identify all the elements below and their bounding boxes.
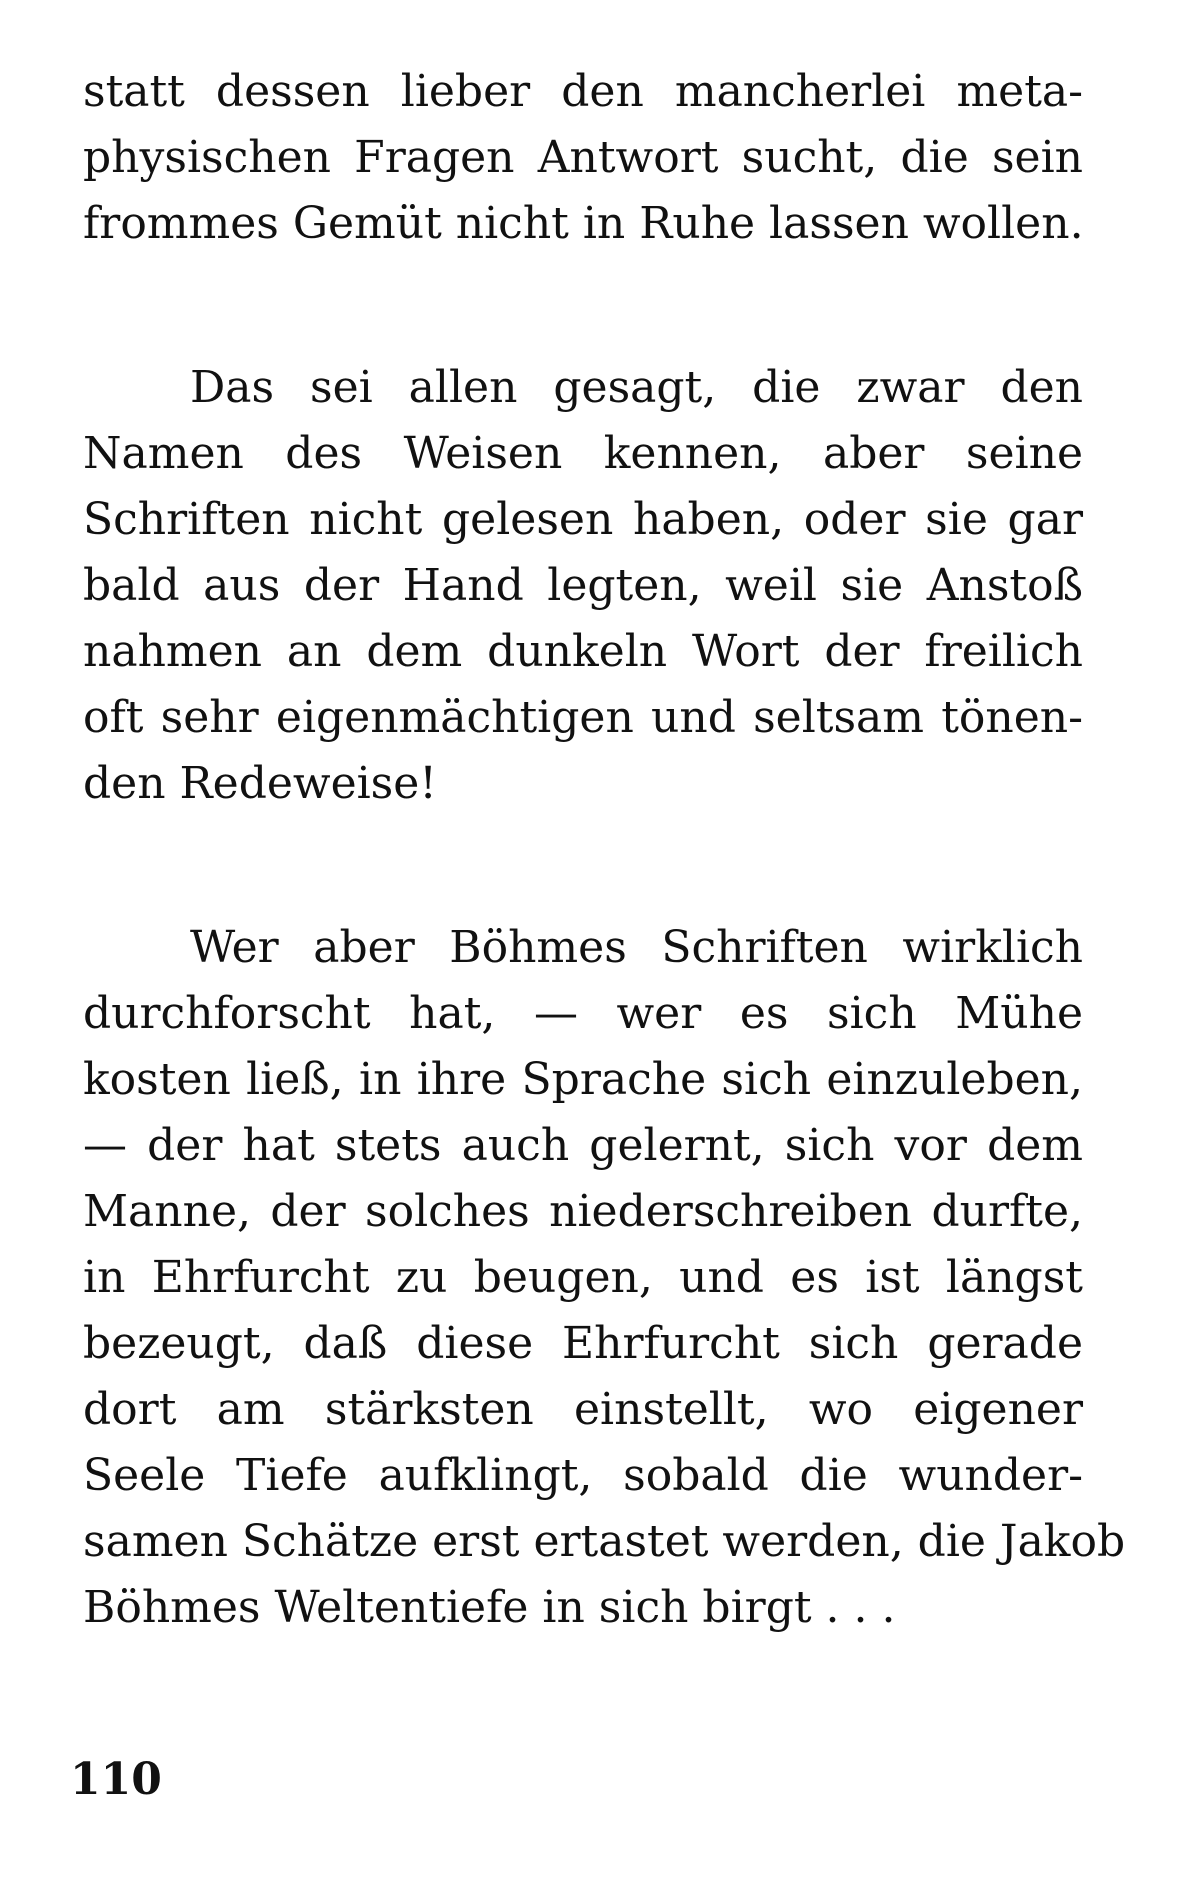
text-line: bezeugt, daß diese Ehrfurcht sich gerade [83,1318,1083,1369]
text-line: samen Schätze erst ertastet werden, die Jakob [83,1516,1126,1567]
text-line: den Redeweise! [83,758,437,809]
text-line: in Ehrfurcht zu beugen, und es ist längst [83,1252,1083,1303]
text-line: kosten ließ, in ihre Sprache sich einzuleben, [83,1054,1083,1105]
text-line: physischen Fragen Antwort sucht, die sein [83,132,1083,183]
text-line: statt dessen lieber den mancherlei meta- [83,66,1083,117]
text-line: Namen des Weisen kennen, aber seine [83,428,1083,479]
text-line: bald aus der Hand legten, weil sie Anstoß [83,560,1083,611]
text-line: Schriften nicht gelesen haben, oder sie gar [83,494,1083,545]
text-line: frommes Gemüt nicht in Ruhe lassen wollen. [83,198,1084,249]
text-line: Böhmes Weltentiefe in sich birgt . . . [83,1582,896,1633]
text-line: Manne, der solches niederschreiben durfte, [83,1186,1083,1237]
text-line: — der hat stets auch gelernt, sich vor dem [83,1120,1083,1171]
page-number: 110 [70,1754,162,1805]
text-line: durchforscht hat, — wer es sich Mühe [83,988,1083,1039]
text-line: Seele Tiefe aufklingt, sobald die wunder- [83,1450,1083,1501]
text-line: nahmen an dem dunkeln Wort der freilich [83,626,1083,677]
text-line: dort am stärksten einstellt, wo eigener [83,1384,1083,1435]
text-line: oft sehr eigenmächtigen und seltsam tönen- [83,692,1083,743]
text-line: Wer aber Böhmes Schriften wirklich [190,922,1083,973]
text-line: Das sei allen gesagt, die zwar den [190,362,1083,413]
